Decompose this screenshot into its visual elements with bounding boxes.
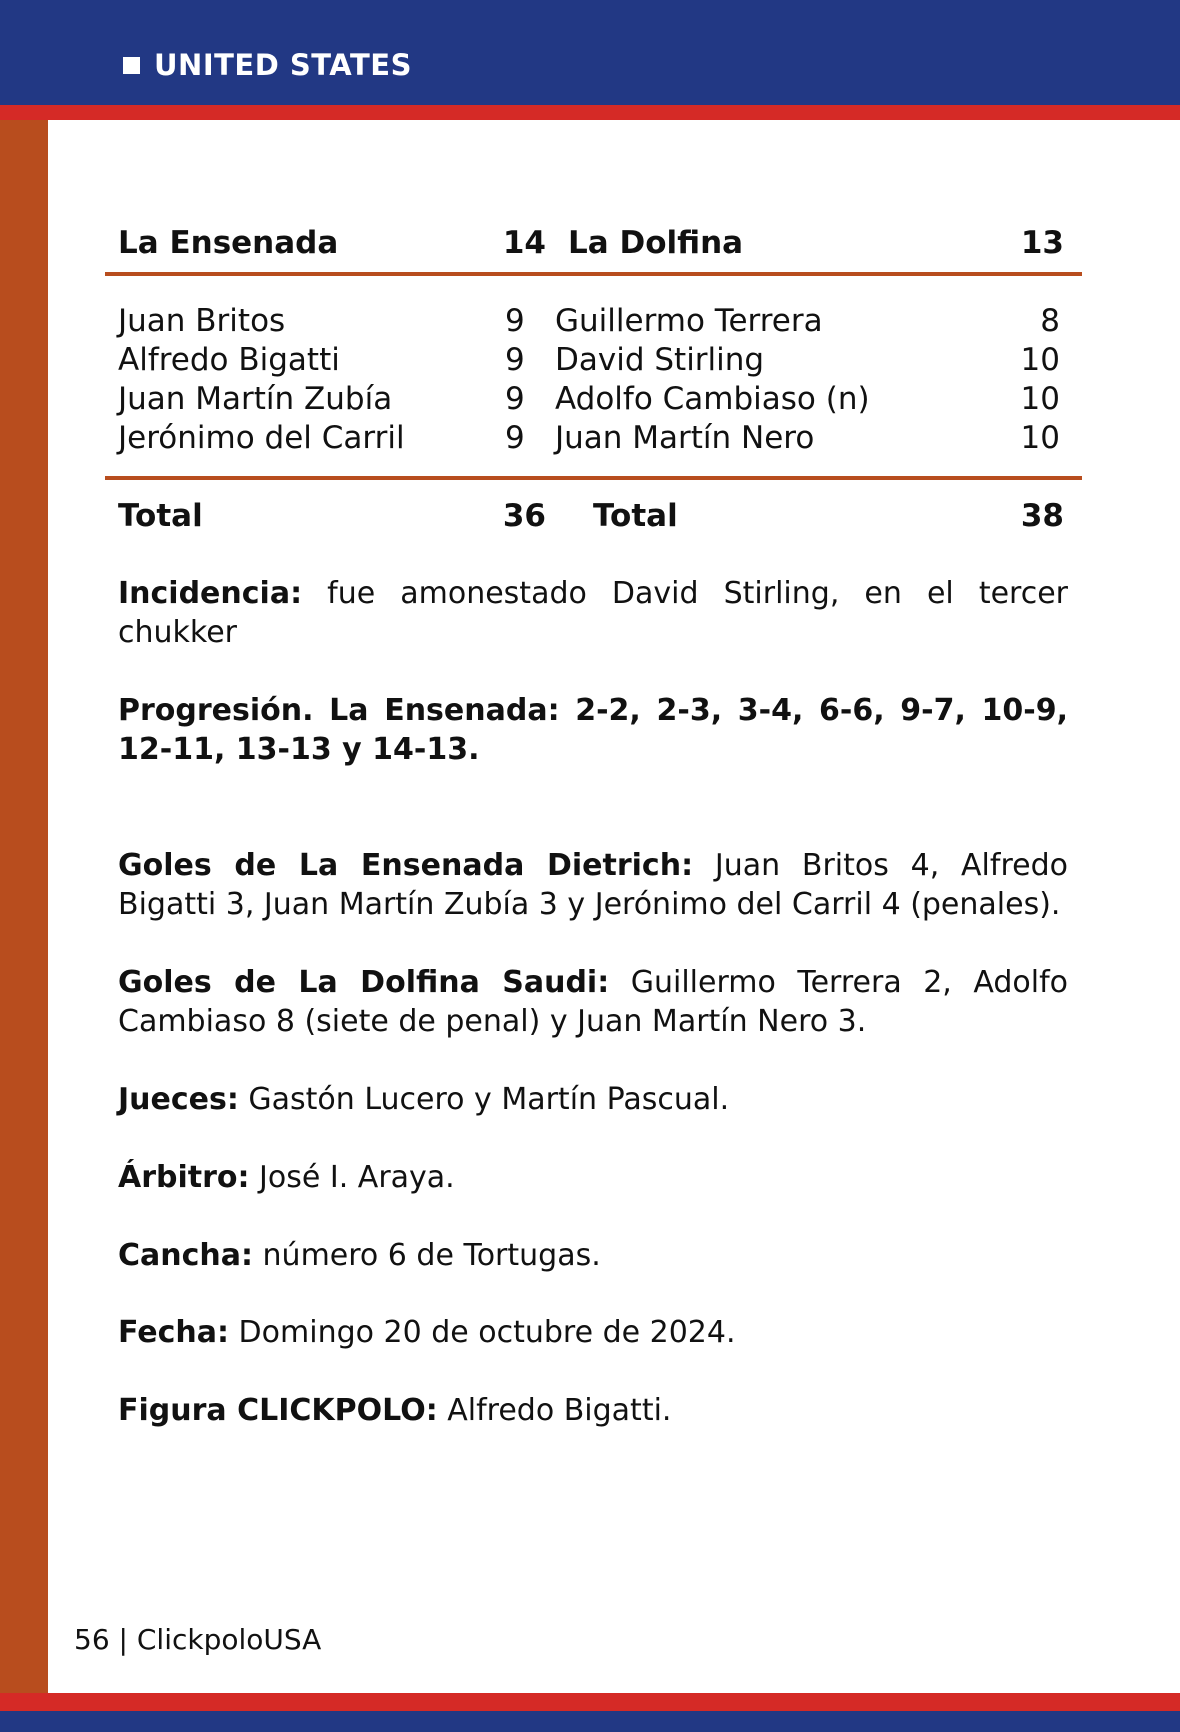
arbitro-text: José I. Araya. xyxy=(249,1160,455,1195)
jueces-label: Jueces: xyxy=(118,1082,239,1117)
player-b-name: Adolfo Cambiaso (n) xyxy=(555,381,870,417)
goles-a-text: Juan Britos 4, Alfredo Bigatti 3, Juan Martín Zubía 3 y Jerónimo del Carril 4 (penales). xyxy=(118,848,1068,922)
cancha-text: número 6 de Tortugas. xyxy=(253,1238,601,1273)
total-a-value: 36 xyxy=(502,498,546,534)
player-a-handicap: 9 xyxy=(505,420,525,456)
section-title: UNITED STATES xyxy=(154,48,412,82)
square-bullet-icon xyxy=(123,57,140,74)
top-red-stripe xyxy=(0,105,1180,120)
player-a-handicap: 9 xyxy=(505,381,525,417)
team-a-name: La Ensenada xyxy=(118,225,339,261)
fecha-text: Domingo 20 de octubre de 2024. xyxy=(229,1315,736,1350)
player-b-name: Guillermo Terrera xyxy=(555,303,823,339)
divider-bottom xyxy=(105,476,1082,480)
player-b-handicap: 10 xyxy=(1020,342,1060,378)
jueces-paragraph xyxy=(118,1080,1068,1119)
page-footer: 56 | ClickpoloUSA xyxy=(74,1623,322,1656)
goles-b-text: Guillermo Terrera 2, Adolfo Cambiaso 8 (siete de penal) y Juan Martín Nero 3. xyxy=(118,965,1069,1039)
section-label xyxy=(123,48,412,82)
incidencia-paragraph xyxy=(118,574,1068,652)
team-a-score: 14 xyxy=(502,225,546,261)
bottom-banner xyxy=(0,1711,1180,1732)
goles-a-paragraph xyxy=(118,846,1068,924)
player-b-handicap: 10 xyxy=(1020,420,1060,456)
figura-label: Figura CLICKPOLO: xyxy=(118,1393,438,1428)
fecha-paragraph xyxy=(118,1313,1068,1352)
player-a-name: Juan Britos xyxy=(118,303,286,339)
goles-a-label: Goles de La Ensenada Dietrich: xyxy=(118,848,694,883)
fecha-label: Fecha: xyxy=(118,1315,230,1350)
cancha-label: Cancha: xyxy=(118,1238,253,1273)
goles-b-label: Goles de La Dolfina Saudi: xyxy=(118,965,610,1000)
goles-b-paragraph xyxy=(118,963,1068,1041)
total-b-label: Total xyxy=(593,498,678,534)
player-a-name: Jerónimo del Carril xyxy=(118,420,405,456)
total-b-value: 38 xyxy=(1020,498,1064,534)
bottom-red-stripe xyxy=(0,1693,1180,1711)
arbitro-paragraph xyxy=(118,1158,1068,1197)
player-b-handicap: 8 xyxy=(1040,303,1060,339)
arbitro-label: Árbitro: xyxy=(118,1160,250,1195)
cancha-paragraph xyxy=(118,1236,1068,1275)
figura-text: Alfredo Bigatti. xyxy=(437,1393,672,1428)
incidencia-text: fue amonestado David Stirling, en el tercer chukker xyxy=(118,576,1068,650)
player-b-handicap: 10 xyxy=(1020,381,1060,417)
left-sidebar-bar xyxy=(0,120,48,1693)
divider-top xyxy=(105,272,1082,276)
team-b-name: La Dolfina xyxy=(568,225,744,261)
player-a-handicap: 9 xyxy=(505,303,525,339)
jueces-text: Gastón Lucero y Martín Pascual. xyxy=(238,1082,730,1117)
progresion-paragraph: Progresión. La Ensenada: 2-2, 2-3, 3-4, 6-6, 9-7, 10-9, 12-11, 13-13 y 14-13. xyxy=(118,693,1068,767)
figura-paragraph xyxy=(118,1391,1068,1430)
player-a-name: Alfredo Bigatti xyxy=(118,342,340,378)
total-a-label: Total xyxy=(118,498,203,534)
player-b-name: David Stirling xyxy=(555,342,765,378)
team-b-score: 13 xyxy=(1020,225,1064,261)
player-b-name: Juan Martín Nero xyxy=(555,420,815,456)
incidencia-label: Incidencia: xyxy=(118,576,303,611)
player-a-handicap: 9 xyxy=(505,342,525,378)
player-a-name: Juan Martín Zubía xyxy=(118,381,393,417)
